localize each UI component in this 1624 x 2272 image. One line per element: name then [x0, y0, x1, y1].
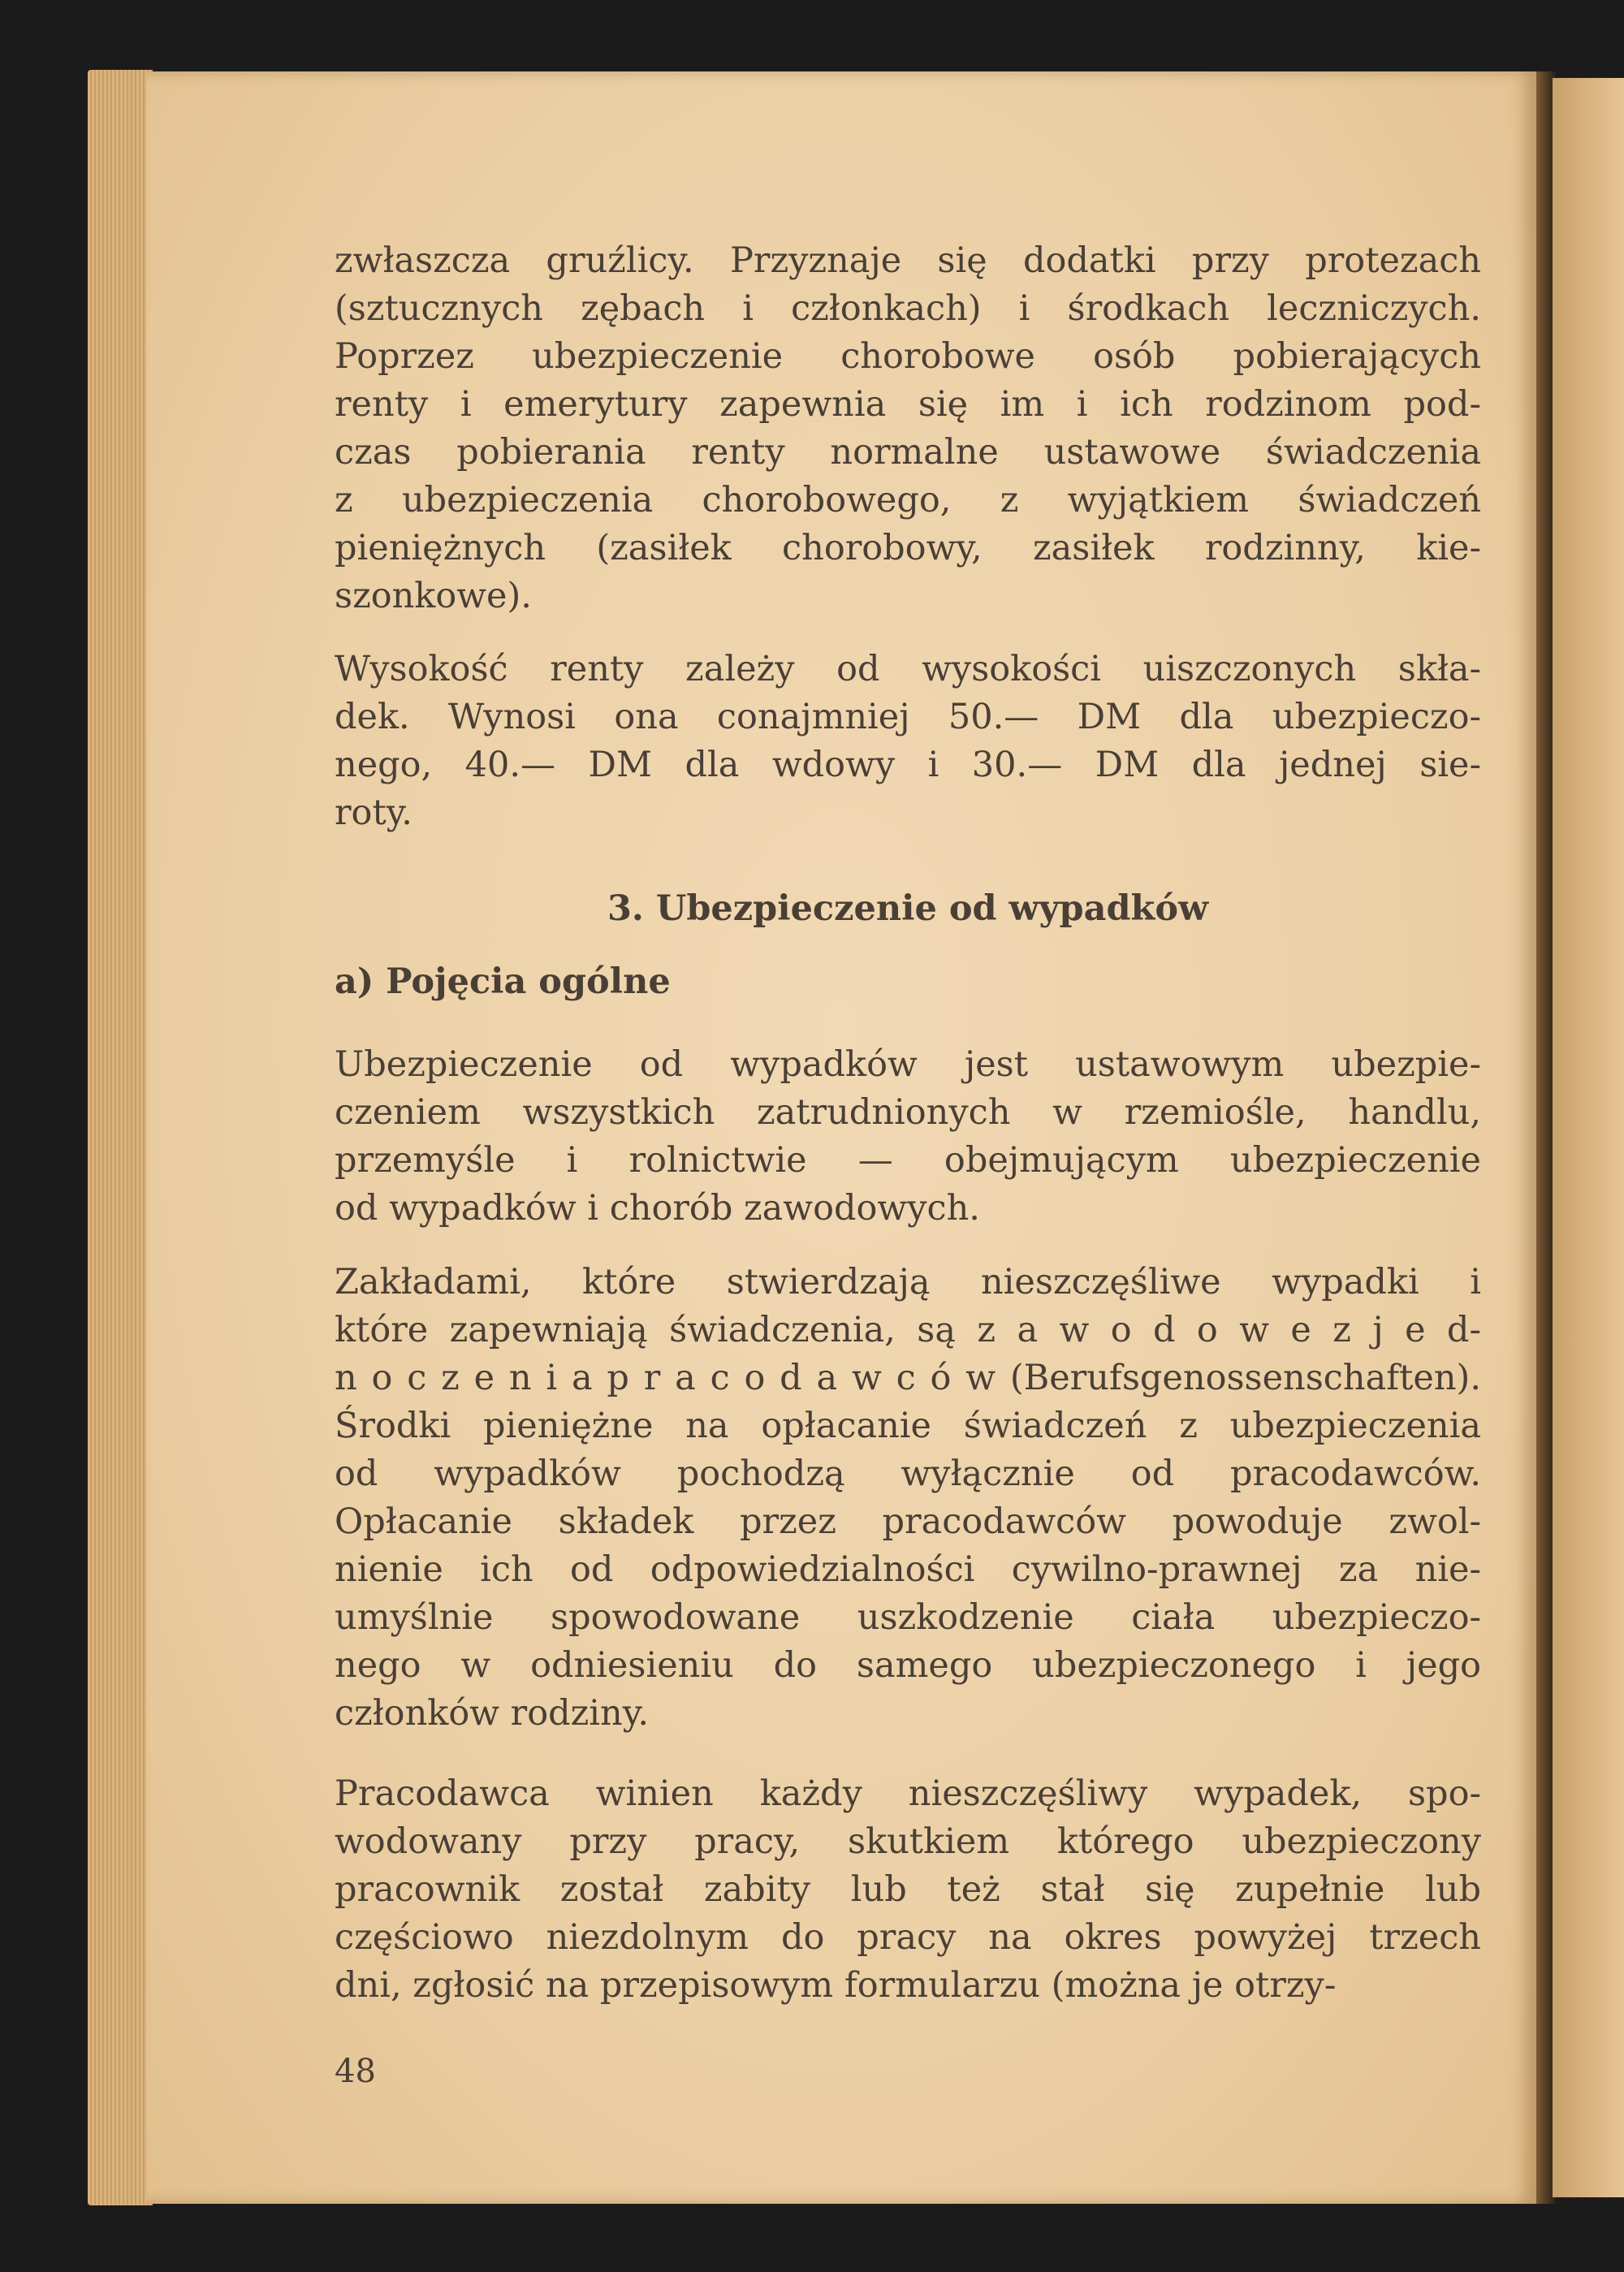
paragraph — [335, 1770, 1481, 2010]
text-line: czeniem wszystkich zatrudnionych w rzemiośle, handlu, — [335, 1092, 1481, 1133]
text-line: które zapewniają świadczenia, są z a w o d o w e z j e d- — [335, 1310, 1481, 1350]
text-line: Poprzez ubezpieczenie chorobowe osób pobierających — [335, 336, 1481, 377]
text-line: pieniężnych (zasiłek chorobowy, zasiłek rodzinny, kie- — [335, 528, 1481, 568]
paragraph — [335, 1041, 1481, 1233]
text-line: Ubezpieczenie od wypadków jest ustawowym ubezpie- — [335, 1044, 1481, 1085]
paragraph — [335, 646, 1481, 837]
paragraph — [335, 1259, 1481, 1738]
page-edges — [88, 70, 153, 2205]
text-line: od wypadków i chorób zawodowych. — [335, 1188, 980, 1229]
text-line: Pracodawca winien każdy nieszczęśliwy wypadek, spo- — [335, 1773, 1481, 1814]
paragraph — [335, 237, 1481, 620]
subheading: a) Pojęcia ogólne — [335, 961, 671, 1002]
text-line: dek. Wynosi ona conajmniej 50.— DM dla ubezpieczo- — [335, 697, 1481, 737]
text-line: (sztucznych zębach i członkach) i środkach leczniczych. — [335, 288, 1481, 329]
text-line: renty i emerytury zapewnia się im i ich rodzinom pod- — [335, 384, 1481, 425]
text-line: nego, 40.— DM dla wdowy i 30.— DM dla jednej sie- — [335, 745, 1481, 785]
text-line: nienie ich od odpowiedzialności cywilno-prawnej za nie- — [335, 1549, 1481, 1590]
text-line: od wypadków pochodzą wyłącznie od pracodawców. — [335, 1453, 1481, 1494]
text-line: szonkowe). — [335, 576, 532, 616]
text-line: zwłaszcza gruźlicy. Przyznaje się dodatki przy protezach — [335, 240, 1481, 281]
facing-page-edge — [1553, 78, 1624, 2197]
text-line: częściowo niezdolnym do pracy na okres powyżej trzech — [335, 1917, 1481, 1958]
text-line: członków rodziny. — [335, 1693, 649, 1734]
text-line: dni, zgłosić na przepisowym formularzu (można je otrzy- — [335, 1965, 1337, 2006]
text-line: nego w odniesieniu do samego ubezpieczonego i jego — [335, 1645, 1481, 1686]
text-line: Opłacanie składek przez pracodawców powoduje zwol- — [335, 1501, 1481, 1542]
text-line: roty. — [335, 793, 412, 833]
text-line: przemyśle i rolnictwie — obejmującym ubezpieczenie — [335, 1140, 1481, 1181]
text-line: Wysokość renty zależy od wysokości uiszczonych skła- — [335, 649, 1481, 689]
text-line: Zakładami, które stwierdzają nieszczęśliwe wypadki i — [335, 1262, 1481, 1302]
text-line: Środki pieniężne na opłacanie świadczeń z ubezpieczenia — [335, 1406, 1481, 1446]
text-line: czas pobierania renty normalne ustawowe świadczenia — [335, 432, 1481, 473]
text-line: umyślnie spowodowane uszkodzenie ciała ubezpieczo- — [335, 1597, 1481, 1638]
text-line: wodowany przy pracy, skutkiem którego ubezpieczony — [335, 1821, 1481, 1862]
page-number: 48 — [335, 2053, 376, 2090]
text-line: pracownik został zabity lub też stał się zupełnie lub — [335, 1869, 1481, 1910]
text-line: n o c z e n i a p r a c o d a w c ó w (Berufsgenossenschaften). — [335, 1358, 1481, 1398]
text-line: z ubezpieczenia chorobowego, z wyjątkiem świadczeń — [335, 480, 1481, 520]
section-heading: 3. Ubezpieczenie od wypadków — [607, 888, 1209, 929]
